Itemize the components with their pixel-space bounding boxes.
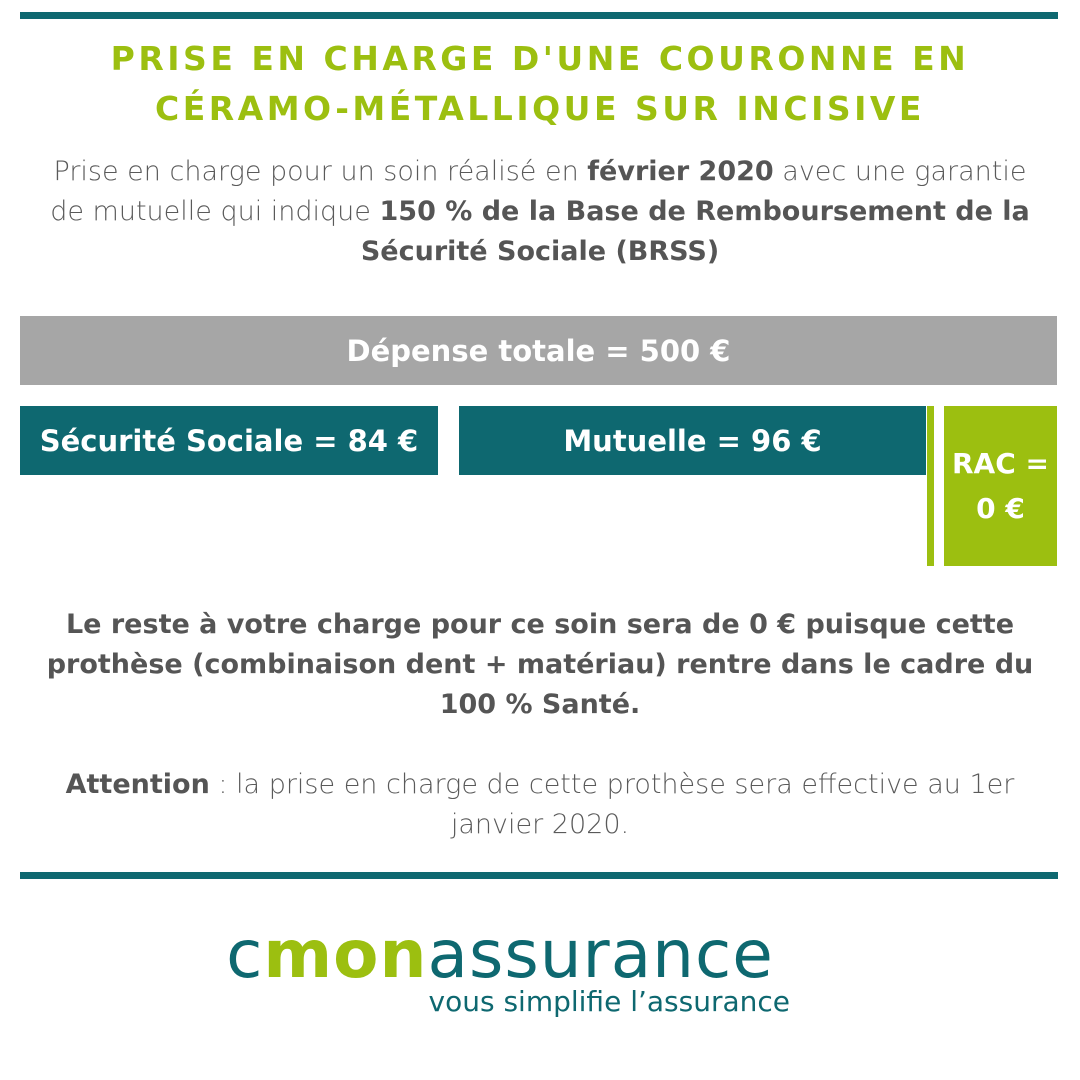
rac-separator [927,406,934,566]
attention-label: Attention [65,769,210,800]
intro-text-1: Prise en charge pour un soin réalisé en [53,156,588,187]
intro-guarantee: 150 % de la Base de Remboursement de la Sécurité Sociale (BRSS) [360,196,1030,267]
logo-wordmark [210,915,790,995]
bottom-divider [20,872,1058,879]
mutuelle-bar [459,406,926,475]
intro-date: février 2020 [587,156,774,187]
title-line-2: CÉRAMO-MÉTALLIQUE SUR INCISIVE [155,89,925,128]
rac-label-line-1: RAC = [952,447,1049,480]
intro-text-2: avec une garantie de mutuelle qui indique [50,156,1027,227]
page-title [40,34,1040,134]
total-expense-label: Dépense totale = 500 € [346,333,731,368]
logo-c: c [226,916,264,993]
attention-note [30,765,1050,845]
logo-mon: mon [263,916,428,993]
cmonassurance-logo [210,915,870,1025]
title-line-1: PRISE EN CHARGE D'UNE COURONNE EN [110,39,970,78]
logo-tagline: vous simplifie l’assurance [428,985,790,1018]
attention-text: : la prise en charge de cette prothèse sera effective au 1er janvier 2020. [209,769,1015,840]
conclusion-text: Le reste à votre charge pour ce soin sera de 0 € puisque cette prothèse (combinaison dent + matériau) rentre dans le cadre du 100 % Santé. [46,609,1034,720]
total-expense-bar [20,316,1057,385]
top-divider [20,12,1058,19]
securite-sociale-label: Sécurité Sociale = 84 € [39,423,419,458]
mutuelle-label: Mutuelle = 96 € [563,423,822,458]
rac-label-line-2: 0 € [976,492,1025,525]
securite-sociale-bar [20,406,438,475]
logo-assurance: assurance [427,916,774,993]
rac-bar [944,406,1057,566]
intro-paragraph [40,152,1040,272]
